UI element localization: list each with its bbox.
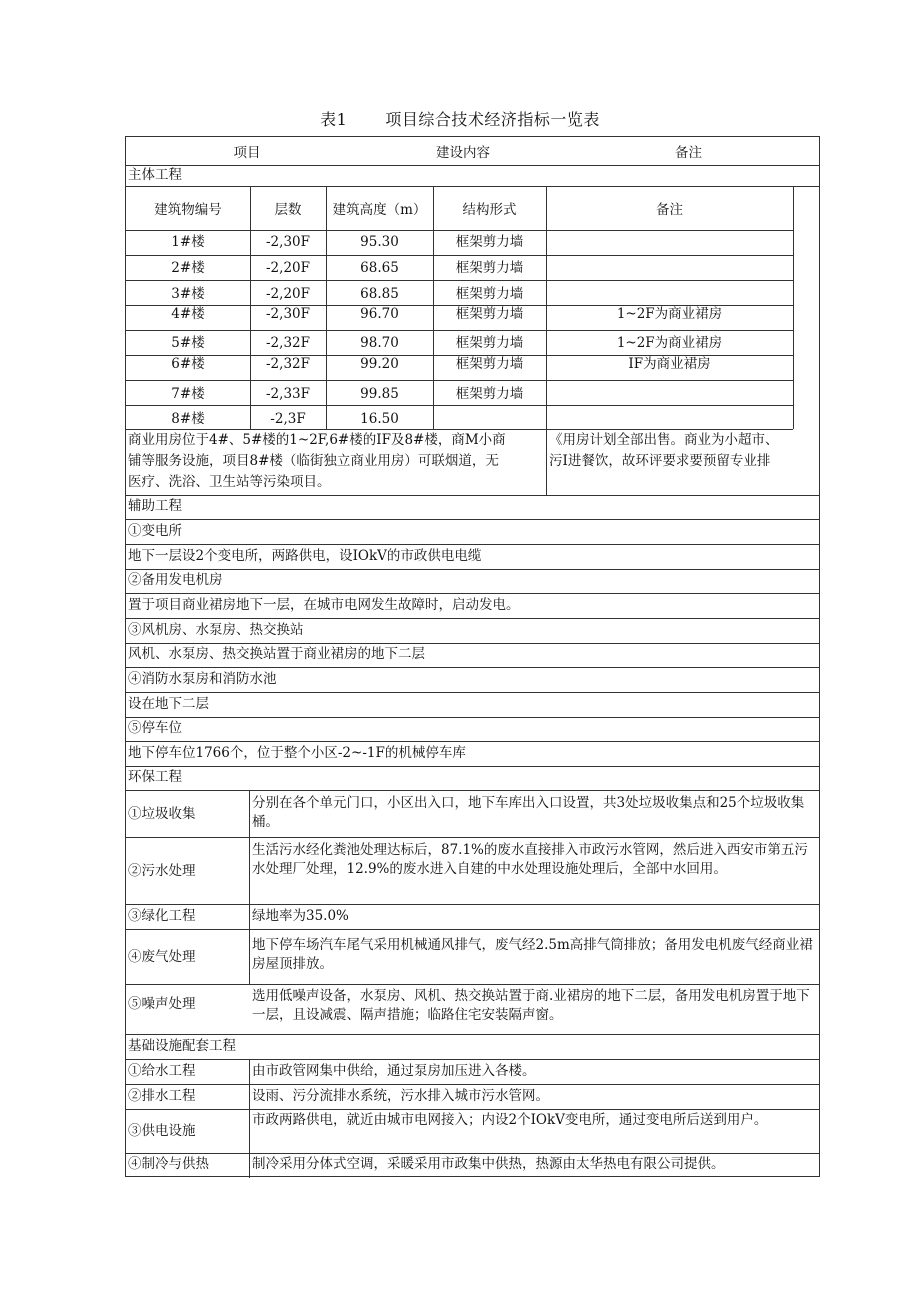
col-building-id: 建筑物编号 — [154, 202, 222, 218]
cell-building: 2#楼 — [171, 260, 205, 276]
env-text: 绿地率为35.0% — [252, 908, 349, 924]
cell-structure: 框架剪力墙 — [455, 286, 524, 302]
aux-line: ①变电所 — [128, 523, 182, 539]
note-right-line-1: 《用房计划全部出售。商业为小超市、 — [549, 432, 779, 448]
cell-remark: 1~2F为商业裙房 — [616, 335, 723, 351]
infra-text: 制冷采用分体式空调，采暖采用市政集中供热，热源由太华热电有限公司提供。 — [252, 1156, 725, 1172]
aux-line: 地下一层设2个变电所，两路供电，设IOkV的市政供电电缆 — [128, 548, 482, 564]
env-text: 分别在各个单元门口，小区出入口，地下车库出入口设置，共3处垃圾收集点和25个垃圾收集桶。 — [252, 795, 805, 830]
header-item: 项目 — [233, 145, 261, 161]
cell-building: 4#楼 — [171, 306, 205, 322]
infra-label: ④制冷与供热 — [128, 1156, 209, 1172]
cell-floors: -2,20F — [266, 260, 310, 276]
aux-line: ③风机房、水泵房、热交换站 — [128, 622, 304, 638]
cell-height: 68.85 — [360, 286, 399, 302]
env-text: 生活污水经化粪池处理达标后，87.1%的废水直接排入市政污水管网，然后进入西安市第五污水处理厂处理，12.9%的废水进入自建的中水处理设施处理后，全部中水回用。 — [252, 842, 808, 877]
infra-text: 由市政管网集中供给，通过泵房加压进入各楼。 — [252, 1063, 536, 1079]
col-height: 建筑高度（m） — [332, 202, 427, 218]
cell-height: 99.85 — [360, 386, 399, 402]
env-label: ②污水处理 — [128, 863, 196, 879]
infra-label: ②排水工程 — [128, 1088, 196, 1104]
note-left-line-3: 医疗、洗浴、卫生站等污染项目。 — [128, 474, 331, 490]
env-label: ③绿化工程 — [128, 908, 196, 924]
infra-text: 市政两路供电，就近由城市电网接入；内设2个IOkV变电所，通过变电所后送到用户。 — [252, 1112, 768, 1128]
section-aux-works: 辅助工程 — [128, 498, 182, 514]
aux-line: 置于项目商业裙房地下一层，在城市电网发生故障时，启动发电。 — [128, 597, 520, 613]
note-right-line-2: 污I进餐饮，故环评要求要预留专业排 — [549, 453, 771, 469]
section-infra-works: 基础设施配套工程 — [128, 1038, 236, 1054]
cell-height: 99.20 — [360, 356, 399, 372]
env-label: ⑤噪声处理 — [128, 996, 196, 1012]
cell-building: 8#楼 — [171, 411, 205, 427]
table-number: 表1 — [320, 110, 348, 129]
aux-line: 设在地下二层 — [128, 696, 209, 712]
aux-line: 风机、水泵房、热交换站置于商业裙房的地下二层 — [128, 646, 425, 662]
cell-building: 7#楼 — [171, 386, 205, 402]
env-text: 选用低噪声设备，水泵房、风机、热交换站置于商.业裙房的地下二层，备用发电机房置于地下一层，且设减震、隔声措施；临路住宅安装隔声窗。 — [252, 988, 810, 1023]
header-content: 建设内容 — [436, 145, 490, 161]
col-remark: 备注 — [656, 202, 683, 218]
cell-floors: -2,3F — [270, 411, 306, 427]
cell-building: 5#楼 — [171, 335, 205, 351]
cell-structure: 框架剪力墙 — [455, 234, 524, 250]
note-left-line-1: 商业用房位于4#、5#楼的1~2F,6#楼的IF及8#楼，商M小商 — [128, 432, 506, 448]
cell-structure: 框架剪力墙 — [455, 260, 524, 276]
cell-floors: -2,30F — [266, 306, 310, 322]
cell-building: 3#楼 — [171, 286, 205, 302]
cell-height: 95.30 — [360, 234, 399, 250]
cell-structure: 框架剪力墙 — [455, 356, 524, 372]
cell-height: 96.70 — [360, 306, 399, 322]
cell-floors: -2,30F — [266, 234, 310, 250]
cell-structure: 框架剪力墙 — [455, 386, 524, 402]
cell-floors: -2,33F — [266, 386, 310, 402]
col-structure: 结构形式 — [462, 202, 517, 218]
indicator-table — [125, 136, 820, 1177]
infra-text: 设雨、污分流排水系统，污水排入城市污水管网。 — [252, 1088, 549, 1104]
cell-structure: 框架剪力墙 — [455, 306, 524, 322]
cell-remark: 1~2F为商业裙房 — [616, 306, 723, 322]
cell-height: 16.50 — [360, 411, 399, 427]
aux-line: ⑤停车位 — [128, 720, 182, 736]
col-floors: 层数 — [274, 202, 302, 218]
table-title — [0, 107, 920, 130]
cell-height: 98.70 — [360, 335, 399, 351]
note-left-line-2: 铺等服务设施，项目8#楼（临街独立商业用房）可联烟道，无 — [128, 453, 499, 469]
cell-floors: -2,32F — [266, 356, 310, 372]
section-env-works: 环保工程 — [128, 769, 182, 785]
aux-line: ④消防水泵房和消防水池 — [128, 671, 277, 687]
section-main-works: 主体工程 — [128, 167, 182, 183]
cell-floors: -2,32F — [266, 335, 310, 351]
cell-height: 68.65 — [360, 260, 399, 276]
env-label: ④废气处理 — [128, 949, 196, 965]
header-remark: 备注 — [675, 145, 702, 161]
cell-remark: IF为商业裙房 — [628, 356, 711, 372]
aux-line: 地下停车位1766个，位于整个小区-2~-1F的机械停车库 — [128, 745, 466, 761]
env-text: 地下停车场汽车尾气采用机械通风排气，废气经2.5m高排气筒排放；备用发电机废气经商业裙房屋顶排放。 — [252, 937, 813, 972]
aux-line: ②备用发电机房 — [128, 572, 223, 588]
cell-building: 6#楼 — [171, 356, 205, 372]
cell-structure: 框架剪力墙 — [455, 335, 524, 351]
infra-label: ③供电设施 — [128, 1123, 196, 1139]
env-label: ①垃圾收集 — [128, 806, 196, 822]
infra-label: ①给水工程 — [128, 1063, 196, 1079]
cell-building: 1#楼 — [171, 234, 205, 250]
cell-floors: -2,20F — [266, 286, 310, 302]
table-caption: 项目综合技术经济指标一览表 — [385, 110, 600, 129]
